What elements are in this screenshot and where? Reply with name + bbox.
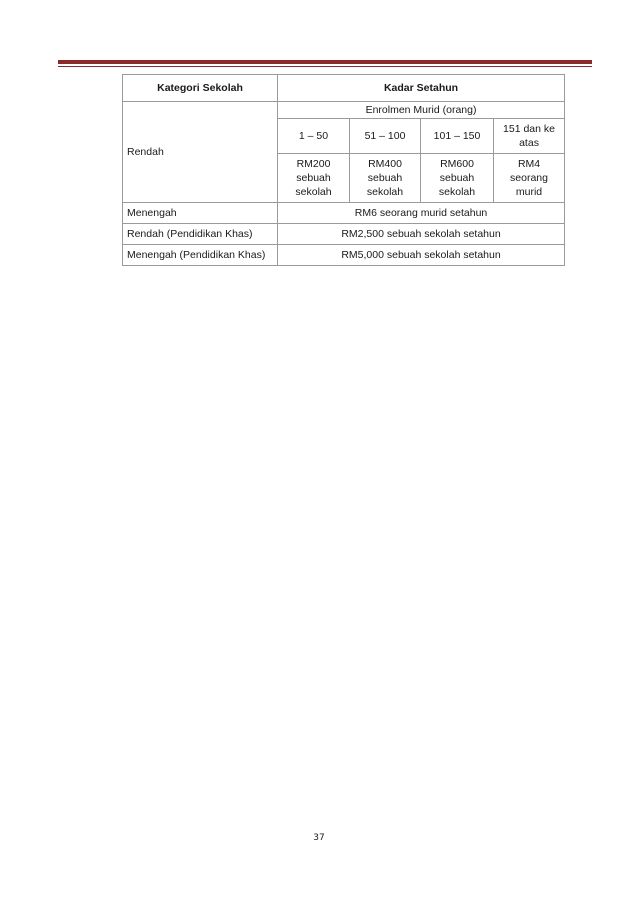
enrolment-range: 151 dan ke atas [494, 119, 565, 154]
rate-cell: RM6 seorang murid setahun [278, 203, 565, 224]
table-row [123, 245, 565, 266]
header-category: Kategori Sekolah [123, 75, 278, 102]
category-cell: Menengah (Pendidikan Khas) [123, 245, 278, 266]
enrolment-range: 1 – 50 [278, 119, 350, 154]
table-row [123, 203, 565, 224]
rate-cell: RM400 sebuah sekolah [350, 154, 421, 203]
fee-rate-table [122, 74, 565, 266]
enrolment-range: 51 – 100 [350, 119, 421, 154]
category-cell: Menengah [123, 203, 278, 224]
rate-cell: RM5,000 sebuah sekolah setahun [278, 245, 565, 266]
header-rule-thin [58, 66, 592, 67]
rate-cell: RM4 seorang murid [494, 154, 565, 203]
header-rule-thick [58, 60, 592, 64]
category-rendah: Rendah [123, 102, 278, 203]
category-cell: Rendah (Pendidikan Khas) [123, 224, 278, 245]
table-row [123, 224, 565, 245]
enrolment-range: 101 – 150 [421, 119, 494, 154]
rate-cell: RM2,500 sebuah sekolah setahun [278, 224, 565, 245]
page-number: 37 [313, 833, 325, 843]
header-rate: Kadar Setahun [278, 75, 565, 102]
rate-cell: RM200 sebuah sekolah [278, 154, 350, 203]
table-header-row [123, 75, 565, 102]
rate-cell: RM600 sebuah sekolah [421, 154, 494, 203]
table-row [123, 102, 565, 119]
enrolment-header: Enrolmen Murid (orang) [278, 102, 565, 119]
